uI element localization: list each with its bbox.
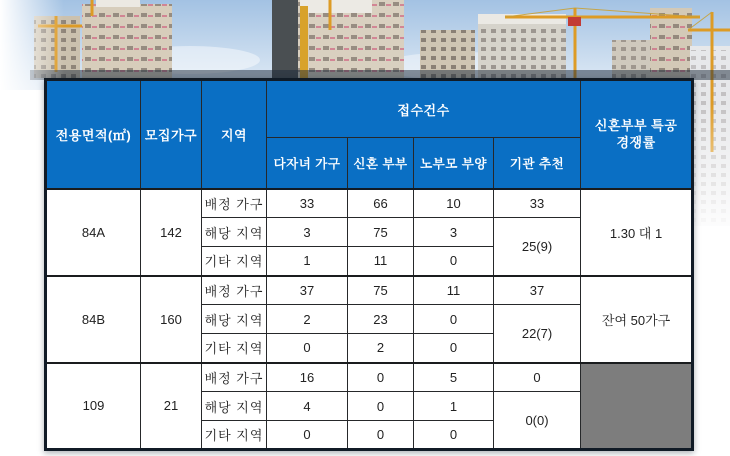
value-cell: 5 [414, 363, 494, 392]
area-cell: 84B [46, 276, 141, 363]
value-cell: 2 [348, 334, 414, 363]
header-households: 모집가구 [141, 80, 202, 189]
value-cell: 0 [414, 247, 494, 276]
region-cell: 배정 가구 [202, 276, 267, 305]
agency-merged-cell: 25(9) [494, 218, 581, 276]
households-cell: 160 [141, 276, 202, 363]
value-cell: 1 [414, 392, 494, 421]
region-cell: 배정 가구 [202, 363, 267, 392]
agency-merged-cell: 0(0) [494, 392, 581, 450]
value-cell: 0 [414, 421, 494, 450]
value-cell: 0 [267, 334, 348, 363]
table-row [46, 189, 693, 218]
competition-cell: 잔여 50가구 [581, 276, 693, 363]
households-cell: 142 [141, 189, 202, 276]
value-cell: 0 [348, 363, 414, 392]
agency-merged-cell: 22(7) [494, 305, 581, 363]
value-cell: 10 [414, 189, 494, 218]
value-cell: 75 [348, 276, 414, 305]
crane-cab [568, 17, 581, 26]
agency-cell: 37 [494, 276, 581, 305]
value-cell: 0 [414, 334, 494, 363]
value-cell: 0 [267, 421, 348, 450]
header-applications: 접수건수 [267, 80, 581, 138]
value-cell: 11 [414, 276, 494, 305]
value-cell: 0 [414, 305, 494, 334]
value-cell: 66 [348, 189, 414, 218]
value-cell: 4 [267, 392, 348, 421]
header-competition [581, 80, 693, 189]
region-cell: 해당 지역 [202, 392, 267, 421]
value-cell: 11 [348, 247, 414, 276]
header-sub-multi-child: 다자녀 가구 [267, 138, 348, 189]
table-row [46, 276, 693, 305]
households-cell: 21 [141, 363, 202, 450]
application-results-table [44, 78, 694, 451]
value-cell: 33 [267, 189, 348, 218]
region-cell: 배정 가구 [202, 189, 267, 218]
value-cell: 2 [267, 305, 348, 334]
value-cell: 0 [348, 421, 414, 450]
region-cell: 해당 지역 [202, 305, 267, 334]
area-cell: 109 [46, 363, 141, 450]
agency-cell: 0 [494, 363, 581, 392]
header-region: 지역 [202, 80, 267, 189]
value-cell: 0 [348, 392, 414, 421]
value-cell: 75 [348, 218, 414, 247]
value-cell: 1 [267, 247, 348, 276]
region-cell: 해당 지역 [202, 218, 267, 247]
value-cell: 3 [414, 218, 494, 247]
table-row [46, 363, 693, 392]
region-cell: 기타 지역 [202, 421, 267, 450]
competition-cell: 1.30 대 1 [581, 189, 693, 276]
value-cell: 37 [267, 276, 348, 305]
header-sub-newlywed: 신혼 부부 [348, 138, 414, 189]
value-cell: 23 [348, 305, 414, 334]
header-sub-agency: 기관 추천 [494, 138, 581, 189]
header-competition-line1: 신혼부부 특공 [594, 117, 678, 133]
agency-cell: 33 [494, 189, 581, 218]
header-area: 전용면적(㎡) [46, 80, 141, 189]
area-cell: 84A [46, 189, 141, 276]
header-competition-line2: 경쟁률 [616, 135, 656, 151]
competition-empty-cell [581, 363, 693, 450]
value-cell: 16 [267, 363, 348, 392]
region-cell: 기타 지역 [202, 334, 267, 363]
value-cell: 3 [267, 218, 348, 247]
region-cell: 기타 지역 [202, 247, 267, 276]
header-sub-elderly: 노부모 부양 [414, 138, 494, 189]
